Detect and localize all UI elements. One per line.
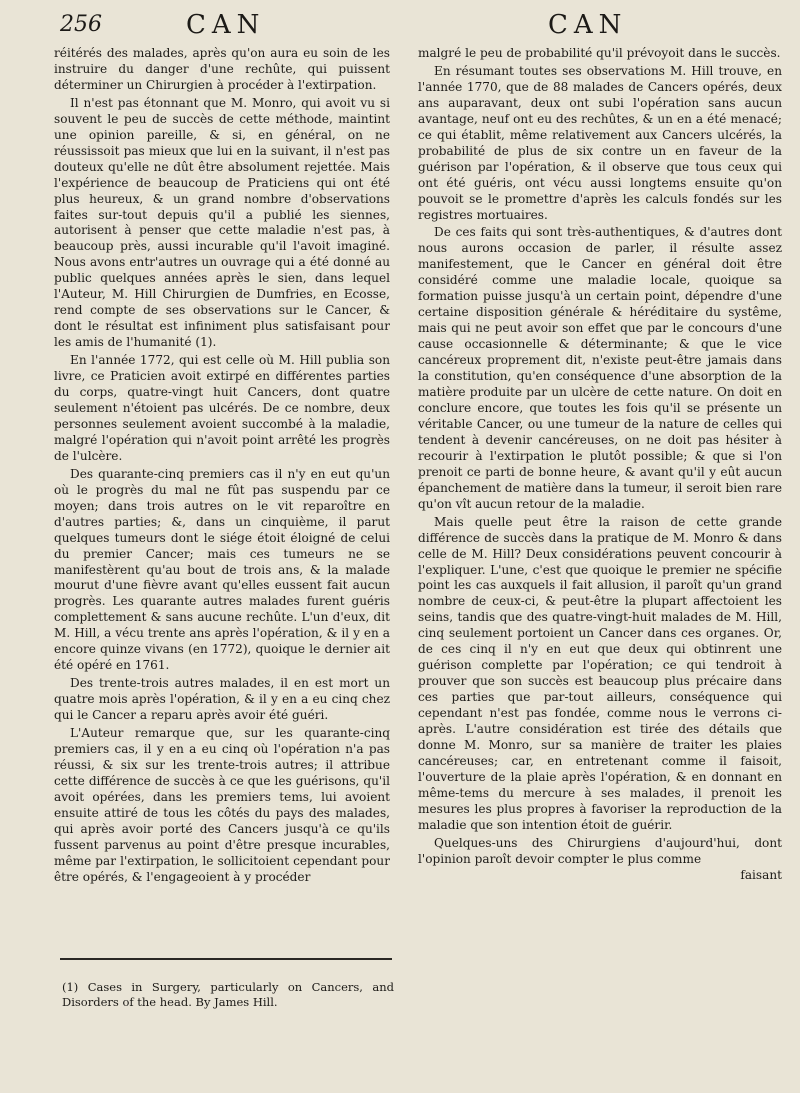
paragraph: Mais quelle peut être la raison de cette grande différence de succès dans la pratique de M. Monro & dans celle de M. Hill? Deux considérations peuvent concourir à l'expliquer. L'une, c'est que quoique le premier ne spécifie point les cas auxquels il fait allusion, il paroît qu'un grand nombre de ceux-ci, & peut-être la plupart affectoient les seins, tandis que des quatre-vingt-huit malades de M. Hill, cinq seulement portoient un Cancer dans ces organes. Or, de ces cinq il n'y en eut que deux qui obtinrent une guérison complette par l'opération; ce qui tendroit à prouver que son succès est beaucoup plus précaire dans ces parties que par-tout ailleurs, conséquence qui cependant n'est pas fondée, comme nous le verrons ci-après. L'autre considération est tirée des détails que donne M. Monro, sur sa manière de traiter les plaies cancéreuses; car, en entretenant comme il faisoit, l'ouverture de la plaie après l'opération, & en donnant en même-tems du mercure à ses malades, il prenoit les mesures les plus propres à favoriser la reproduction de la maladie que son intention étoit de guérir. bbox=[418, 514, 782, 832]
paragraph: Des quarante-cinq premiers cas il n'y en eut qu'un où le progrès du mal ne fût pas suspendu par ce moyen; dans trois autres on le vit reparoître en d'autres parties; &, dans un cinquième, il parut quelques tumeurs dont le siége étoit éloigné de celui du premier Cancer; mais ces tumeurs ne se manifestèrent qu'au bout de trois ans, & la malade mourut d'une fièvre avant qu'elles eussent fait aucun progrès. Les quarante autres malades furent guéris complettement & sans aucune rechûte. L'un d'eux, dit M. Hill, a vécu trente ans après l'opération, & il y en a encore quinze vivans (en 1772), quoique le dernier ait été opéré en 1761. bbox=[54, 466, 390, 673]
running-head-left: CAN bbox=[186, 10, 266, 40]
paragraph: Des trente-trois autres malades, il en est mort un quatre mois après l'opération, & il y en a eu cinq chez qui le Cancer a reparu après avoir été guéri. bbox=[54, 676, 390, 723]
running-head-right: CAN bbox=[548, 10, 628, 40]
footnote: (1) Cases in Surgery, particularly on Cancers, and Disorders of the head. By James Hill. bbox=[62, 980, 394, 1009]
catchword: faisant bbox=[740, 867, 782, 882]
left-column bbox=[54, 46, 390, 946]
paragraph: De ces faits qui sont très-authentiques, & d'autres dont nous aurons occasion de parler, il résulte assez manifestement, que le Cancer en général doit être considéré comme une maladie locale, quoique sa formation puisse jusqu'à un certain point, dépendre d'une certaine disposition générale & héréditaire du systême, mais qui ne peut avoir son effet que par le concours d'une cause occasionnelle & déterminante; & que le vice cancéreux proprement dit, n'existe peut-être jamais dans la constitution, qu'en conséquence d'une absorption de la matière produite par un ulcère de cette nature. On doit en conclure encore, que toutes les fois qu'il se présente un véritable Cancer, ou une tumeur de la nature de celles qui tendent à devenir cancéreuses, on ne doit pas hésiter à recourir à l'extirpation le plutôt possible; & que si l'on prenoit ce parti de bonne heure, & avant qu'il y eût aucun épanchement de matière dans la tumeur, il seroit bien rare qu'on vît aucun retour de la maladie. bbox=[418, 225, 782, 511]
paragraph: réitérés des malades, après qu'on aura eu soin de les instruire du danger d'une rechûte, qui puissent déterminer un Chirurgien à procéder à l'extirpation. bbox=[54, 46, 390, 92]
paragraph: Quelques-uns des Chirurgiens d'aujourd'hui, dont l'opinion paroît devoir compter le plus comme bbox=[418, 835, 782, 866]
footnote-rule bbox=[60, 958, 392, 960]
paragraph: L'Auteur remarque que, sur les quarante-cinq premiers cas, il y en a eu cinq où l'opération n'a pas réussi, & six sur les trente-trois autres; il attribue cette différence de succès à ce que les guérisons, qu'il avoit opérées, dans les premiers tems, lui avoient ensuite attiré de tous les côtés du pays des malades, qui après avoir porté des Cancers jusqu'à ce qu'ils fussent parvenus au point d'être presque incurables, même par l'extirpation, le sollicitoient cependant pour être opérés, & l'engageoient à y procéder bbox=[54, 726, 390, 884]
paragraph: Il n'est pas étonnant que M. Monro, qui avoit vu si souvent le peu de succès de cette méthode, maintint une opinion pareille, & si, en général, on ne réussissoit pas mieux que lui en la suivant, il n'est pas douteux qu'elle ne dût être absolument rejettée. Mais l'expérience de beaucoup de Praticiens qui ont été plus heureux, & un grand nombre d'observations faites sur-tout depuis qu'il a publié les siennes, autorisent à penser que cette maladie n'est pas, à beaucoup près, aussi incurable qu'il l'avoit imaginé. Nous avons entr'autres un ouvrage qui a été donné au public quelques années après le sien, dans lequel l'Auteur, M. Hill Chirurgien de Dumfries, en Ecosse, rend compte de ses observations sur le Cancer, & dont le résultat est infiniment plus satisfaisant pour les amis de l'humanité (1). bbox=[54, 95, 390, 350]
paragraph: En résumant toutes ses observations M. Hill trouve, en l'année 1770, que de 88 malades de Cancers opérés, deux ans auparavant, deux ont subi l'opération sans aucun avantage, neuf ont eu des rechûtes, & un en a été menacé; ce qui établit, même relativement aux Cancers ulcérés, la probabilité de plus de six contre un en faveur de la guérison par l'opération, & il observe que tous ceux qui ont été guéris, ont vécu aussi longtems ensuite qu'on pouvoit se le promettre d'après les calculs fondés sur les registres mortuaires. bbox=[418, 63, 782, 222]
page-number: 256 bbox=[60, 12, 102, 37]
paragraph: En l'année 1772, qui est celle où M. Hill publia son livre, ce Praticien avoit extirpé en différentes parties du corps, quatre-vingt huit Cancers, dont quatre seulement n'étoient pas ulcérés. De ce nombre, deux personnes seulement avoient succombé à la maladie, malgré l'opération qui n'avoit point arrêté les progrès de l'ulcère. bbox=[54, 353, 390, 463]
right-column bbox=[418, 46, 782, 1086]
paragraph: malgré le peu de probabilité qu'il prévoyoit dans le succès. bbox=[418, 46, 781, 60]
